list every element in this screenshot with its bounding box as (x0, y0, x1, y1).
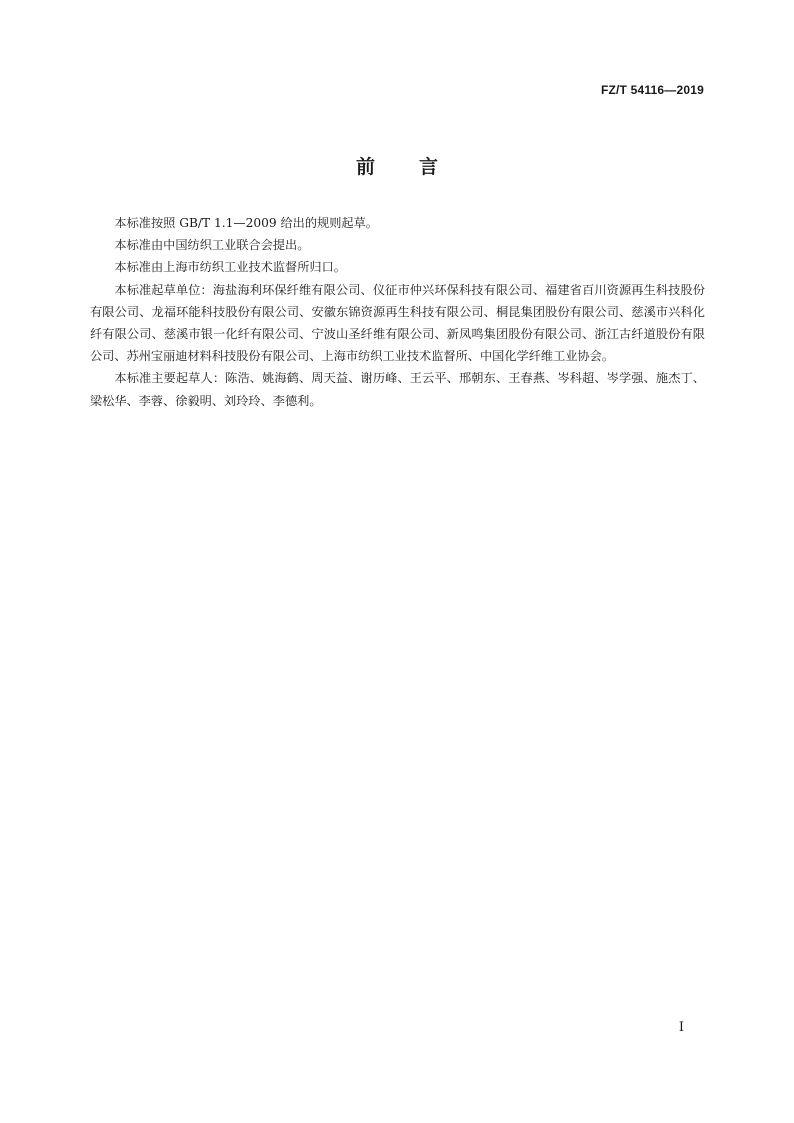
page-title: 前言 (355, 156, 482, 178)
paragraph-drafting-rules: 本标准按照 GB/T 1.1—2009 给出的规则起草。 (114, 216, 378, 230)
paragraph-proposer: 本标准由中国纺织工业联合会提出。 (114, 238, 310, 253)
page-number: I (678, 1020, 684, 1035)
paragraph-centralized-unit: 本标准由上海市纺织工业技术监督所归口。 (114, 260, 346, 275)
standard-code: FZ/T 54116—2019 (600, 83, 704, 97)
paragraph-drafting-units: 本标准起草单位：海盐海利环保纤维有限公司、仪征市仲兴环保科技有限公司、福建省百川资源再生科技股份有限公司、龙福环能科技股份有限公司、安徽东锦资源再生科技有限公司、桐昆集团股份有限公司、慈溪市兴科化纤有限公司、慈溪市银一化纤有限公司、宁波山圣纤维有限公司、新凤鸣集团股份有限公司、浙江古纤道股份有限公司、苏州宝丽迪材料科技股份有限公司、上海市纺织工业技术监督所、中国化学纤维工业协会。 (90, 282, 705, 364)
foreword-body (90, 212, 705, 412)
paragraph-drafters: 本标准主要起草人：陈浩、姚海鹤、周天益、谢历峰、王云平、邢朝东、王春燕、岑科超、岑学强、施杰丁、梁松华、李蓉、徐毅明、刘玲玲、李德利。 (90, 371, 705, 408)
